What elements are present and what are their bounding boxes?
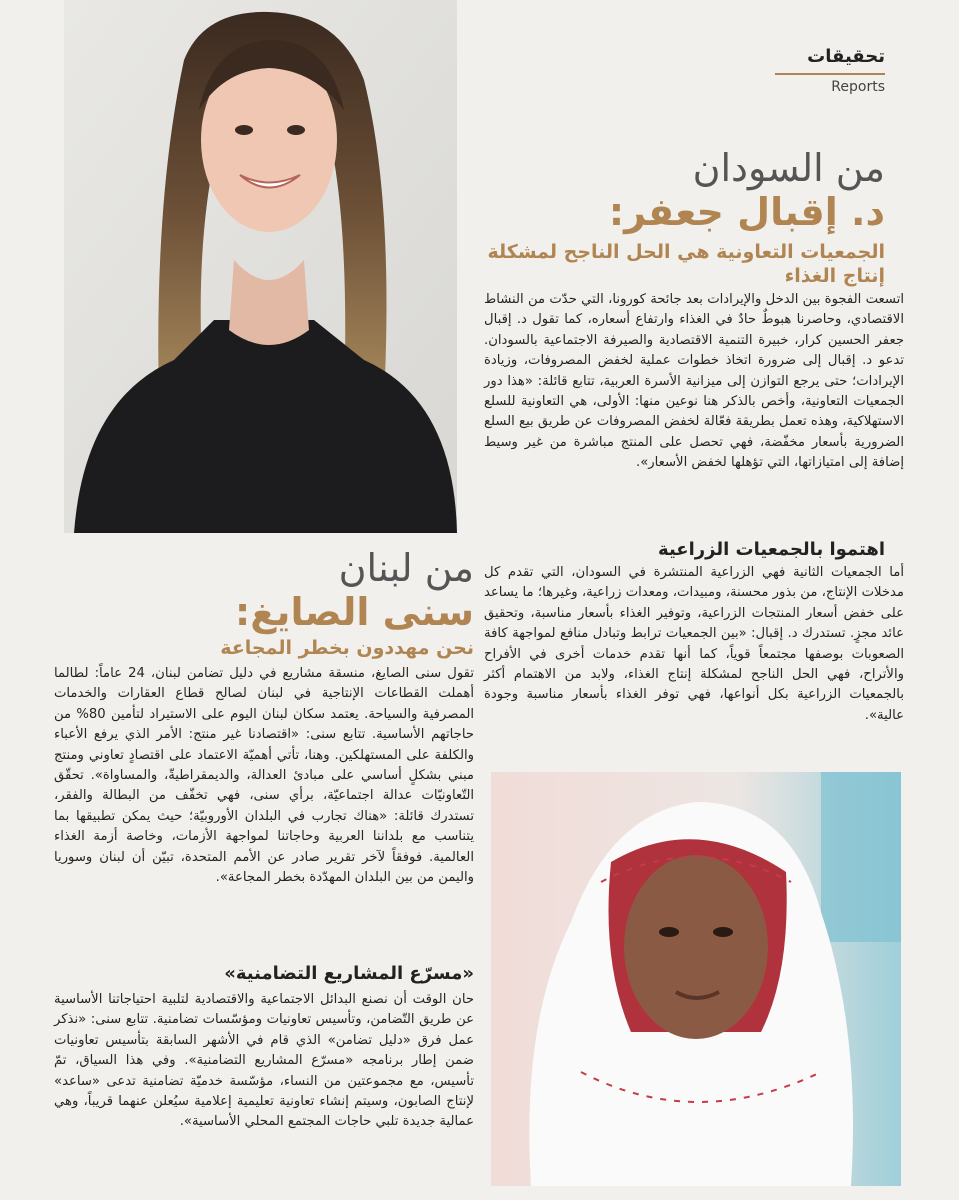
section-label-arabic: تحقيقات: [807, 46, 885, 67]
lebanon-heading-accelerator: «مسرّع المشاريع التضامنية»: [224, 963, 474, 984]
lebanon-country-wrap: [54, 546, 474, 590]
lebanon-paragraph: تقول سنى الصايغ، منسقة مشاريع في دليل تضامن لبنان، 24 عاماً: لطالما أهملت القطاعات الإنتاجية في لبنان لصالح قطاع العقارات والخدمات المصرفية والسياحة. يعتمد سكان لبنان اليوم على الاستيراد لتأمين 80% من حاجاتهم الأساسية. تتابع سنى: «اقتصادنا غير منتج: الأمر الذي يرفع الأعباء والكلفة على المستهلكين. وهنا، تأتي أهميّة الاعتماد على اقتصادٍ تعاوني ومنتج مبني بشكلٍ أساسي على مبادئ العدالة، والديمقراطيةّ، والمساواة». تحقّق التّعاونيّات عدالة اجتماعيّة، برأي سنى، فهي تخفّف من البطالة والفقر، تستدرك قائلة: «هناك تجارب في البلدان الأوروبيّة؛ حيث يمكن تطبيقها بما يتناسب مع بلداننا العربية وحاجاتنا لمواجهة الأزمات، وخاصة أزمة الغذاء العالمية. فوفقاً لآخر تقرير صادر عن الأمم المتحدة، تبيّن أن لبنان وسوريا واليمن من بين البلدان المهدّدة بخطر المجاعة».: [54, 666, 475, 886]
sudan-name-wrap: [609, 190, 885, 234]
section-label: [775, 46, 885, 95]
sudan-person-name: د. إقبال جعفر:: [608, 190, 885, 234]
lebanon-name-wrap: [54, 590, 474, 634]
lebanon-accelerator-paragraph: حان الوقت أن نصنع البدائل الاجتماعية والاقتصادية لتلبية احتياجاتنا الأساسية عن طريق التّضامن، وتأسيس تعاونيات ومؤسّسات تضامنية. تتابع سنى: «نذكر عمل فرق «دليل تضامن» الذي قام في الأشهر السابقة بتأسيس تعاونيات ضمن إطار برنامجه «مسرّع المشاريع التضامنية». وفي هذا السياق، تمّ تأسيس، مع مجموعتين من النساء، مؤسّسة خدميّة تضامنية تدعى «ساعد» لإنتاج الصابون، وسيتم إنشاء تعاونية تعليمية إعلامية سيُعلن عنهما قريباً، وهي عمالية جديدة تلبي حاجات المجتمع المحلي الأساسية».: [54, 992, 474, 1130]
section-divider: [775, 73, 885, 75]
sudan-agricultural-paragraph: أما الجمعيات الثانية فهي الزراعية المنتشرة في السودان، التي تقدم كل مدخلات الإنتاج، من بذور محسنة، ومبيدات، ومعدات زراعية، وغيرها؛ ما يساعد على خفض أسعار المنتجات الزراعية، وتوفير الغذاء بأسعار مناسبة، وتحقيق عائد مجزٍ. تستدرك د. إقبال: «بين الجمعيات ترابط وتبادل منافع لمواجهة كافة الصعوبات بوصفها مجتمعاً قوياً، كما أنها تقدم خدمات أخرى في الأفراح والأتراح، فهي الحل الناجح لمشكلة إنتاج الغذاء، ولابد من الاهتمام أكثر بالجمعيات الزراعية بكل أنواعها، فهي توفر الغذاء بأسعار مناسبة وجودة عالية».: [484, 565, 904, 723]
sudan-country-text: من السودان: [692, 146, 885, 190]
sudan-country-title: [693, 146, 885, 190]
portrait-photo-sana: [64, 0, 457, 533]
sudan-heading-agricultural: اهتموا بالجمعيات الزراعية: [658, 539, 885, 560]
sudan-intro-paragraph: اتسعت الفجوة بين الدخل والإيرادات بعد جائحة كورونا، التي حدّت من النشاط الاقتصادي، وحاصرنا هبوطٌ حادٌ في الغذاء وارتفاع أسعاره، كما تقول د. إقبال جعفر الحسين كرار، خبيرة التنمية الاقتصادية والصيرفة الاجتماعية بالسودان. تدعو د. إقبال إلى ضرورة اتخاذ خطوات عملية لخفض المصروفات، وزيادة الإيرادات؛ حتى يرجع التوازن إلى ميزانية الأسرة العربية، تتابع قائلة: «هذا دور الجمعيات التعاونية، وأخص بالذكر هنا نوعين منها: الأولى، هي التعاونية للسلع الاستهلاكية، وهذه تعمل بطريقة فعّالة لخفض المصروفات عن طريق بيع السلع الضرورية بأسعار مخفّضة، فهي تحصل على المنتج مباشرة من غير وسيط إضافة إلى امتيازاتها، التي تؤهلها لخفض الأسعار».: [484, 292, 904, 471]
portrait-photo-iqbal: [491, 772, 901, 1186]
section-label-english: Reports: [831, 79, 885, 95]
sudan-subtitle: الجمعيات التعاونية هي الحل الناجح لمشكلة إنتاج الغذاء: [487, 241, 885, 287]
lebanon-subtitle: نحن مهددون بخطر المجاعة: [220, 637, 474, 659]
lebanon-country-title: من لبنان: [338, 546, 474, 590]
lebanon-person-name: سنى الصايغ:: [235, 590, 474, 634]
